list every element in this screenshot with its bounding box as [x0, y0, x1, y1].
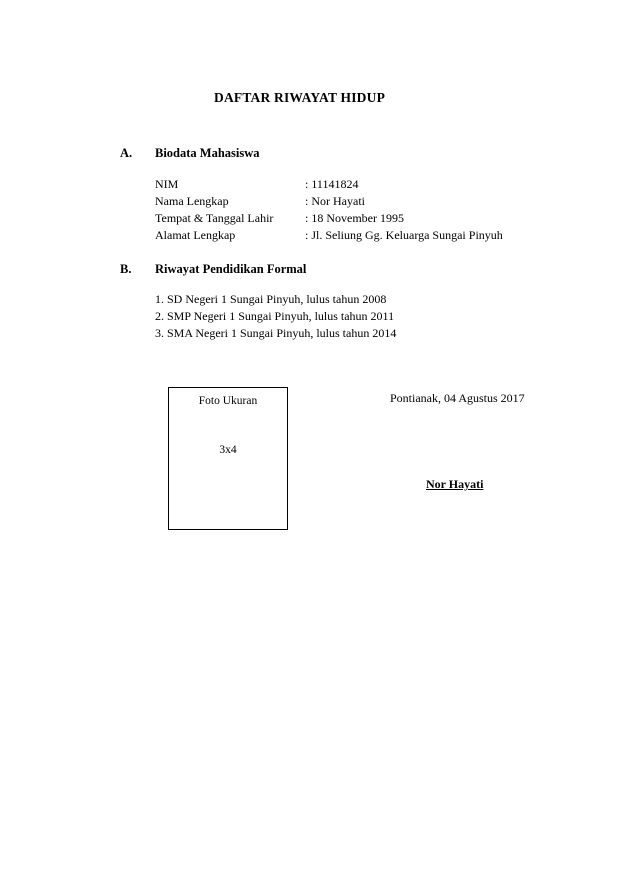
bio-label-name: Nama Lengkap [155, 194, 229, 208]
signature-place-date: Pontianak, 04 Agustus 2017 [390, 391, 525, 405]
section-a-title: Biodata Mahasiswa [155, 146, 260, 160]
education-item: 2. SMP Negeri 1 Sungai Pinyuh, lulus tahun 2011 [155, 309, 395, 323]
section-b-title: Riwayat Pendidikan Formal [155, 262, 307, 276]
signature-name: Nor Hayati [426, 477, 484, 491]
bio-label-birth: Tempat & Tanggal Lahir [155, 211, 274, 225]
education-item: 1. SD Negeri 1 Sungai Pinyuh, lulus tahun 2008 [155, 292, 387, 306]
bio-label-nim: NIM [155, 177, 179, 191]
bio-value-nim: : 11141824 [305, 177, 359, 191]
bio-label-address: Alamat Lengkap [155, 228, 236, 242]
photo-label: Foto Ukuran [198, 395, 258, 407]
document-title: DAFTAR RIWAYAT HIDUP [214, 90, 386, 105]
section-a-letter: A. [120, 146, 133, 160]
photo-placeholder-box [168, 387, 288, 530]
bio-value-birth: : 18 November 1995 [305, 211, 404, 225]
bio-value-address: : Jl. Seliung Gg. Keluarga Sungai Pinyuh [305, 228, 503, 242]
education-item: 3. SMA Negeri 1 Sungai Pinyuh, lulus tahun 2014 [155, 326, 397, 340]
section-b-letter: B. [120, 262, 132, 276]
bio-value-name: : Nor Hayati [305, 194, 365, 208]
photo-size-label: 3x4 [219, 444, 237, 456]
